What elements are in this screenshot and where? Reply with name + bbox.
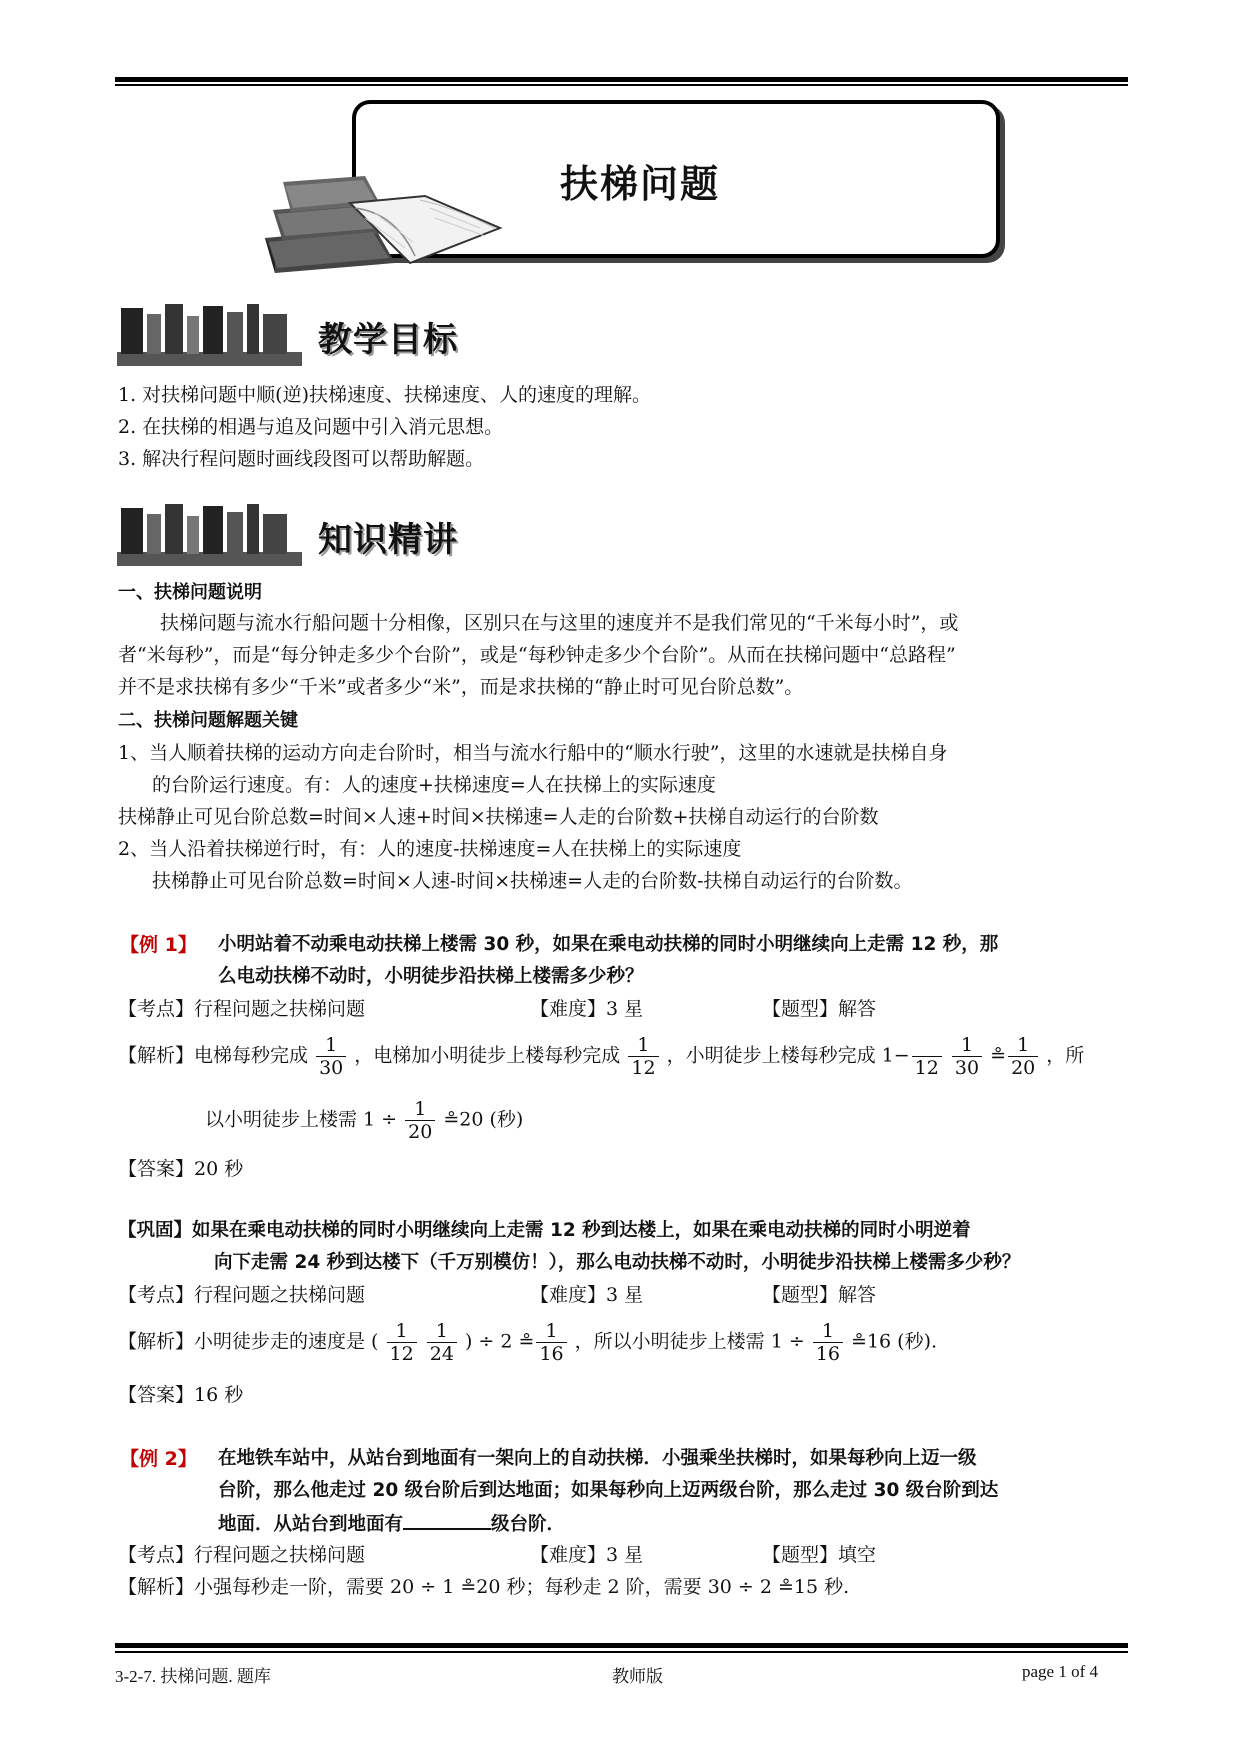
objective-3: 3. 解决行程问题时画线段图可以帮助解题。 (118, 448, 485, 470)
knowledge-heading-2: 二、扶梯问题解题关键 (118, 710, 298, 731)
fraction: $\frac{1}{16}$ (813, 1320, 843, 1365)
fraction: $\frac{1}{20}$ (405, 1098, 435, 1143)
section-title-knowledge: 知识精讲 (318, 520, 458, 560)
example-1-tag: 【例 1】 (120, 934, 197, 956)
objective-1: 1. 对扶梯问题中顺(逆)扶梯速度、扶梯速度、人的速度的理解。 (118, 384, 651, 406)
section-banner-icon (117, 300, 302, 368)
knowledge-heading-1: 一、扶梯问题说明 (118, 582, 262, 603)
header-rule (115, 77, 1128, 82)
knowledge-p2-line2: 的台阶运行速度。有：人的速度+扶梯速度=人在扶梯上的实际速度 (152, 774, 716, 796)
example-1-analysis-line1: 【解析】电梯每秒完成 $\frac{1}{30}$ ，电梯加小明徒步上楼每秒完成 $\frac{1}{12}$ ，小明徒步上楼每秒完成 1− 12 $\frac{1}{30}$ ≗ $\frac{1}{20}$ ，所 (118, 1034, 1085, 1079)
consolidation-difficulty: 【难度】3 星 (530, 1284, 644, 1306)
page-title: 扶梯问题 (560, 162, 721, 206)
example-1-type: 【题型】解答 (762, 998, 877, 1020)
footer-edition: 教师版 (612, 1667, 663, 1686)
example-1-question-line2: 么电动扶梯不动时，小明徒步沿扶梯上楼需多少秒？ (218, 966, 644, 987)
example-1-answer: 【答案】20 秒 (118, 1158, 244, 1180)
answer-blank (403, 1510, 491, 1530)
books-illustration-icon (255, 168, 515, 278)
example-1-analysis-line2: 以小明徒步上楼需 1 ÷ $\frac{1}{20}$ ≗20 (秒) (205, 1098, 524, 1143)
fraction: 12 (912, 1034, 942, 1079)
knowledge-p2-line3: 扶梯静止可见台阶总数=时间×人速+时间×扶梯速=人走的台阶数+扶梯自动运行的台阶数 (118, 806, 879, 828)
fraction: $\frac{1}{30}$ (316, 1034, 346, 1079)
example-1-question-line1: 小明站着不动乘电动扶梯上楼需 30 秒，如果在乘电动扶梯的同时小明继续向上走需 12 秒，那 (218, 934, 999, 955)
example-2-question-line1: 在地铁车站中，从站台到地面有一架向上的自动扶梯．小强乘坐扶梯时，如果每秒向上迈一级 (218, 1448, 977, 1469)
example-2-question-line3: 地面．从站台到地面有 级台阶． (218, 1510, 565, 1538)
example-2-tag: 【例 2】 (120, 1448, 197, 1470)
knowledge-p2-line4: 2、当人沿着扶梯逆行时，有：人的速度-扶梯速度=人在扶梯上的实际速度 (118, 838, 742, 860)
fraction: $\frac{1}{20}$ (1008, 1034, 1038, 1079)
consolidation-answer: 【答案】16 秒 (118, 1384, 244, 1406)
knowledge-p2-line1: 1、当人顺着扶梯的运动方向走台阶时，相当与流水行船中的“顺水行驶”，这里的水速就是扶梯自身 (118, 742, 948, 764)
knowledge-p1-line1: 扶梯问题与流水行船问题十分相像，区别只在与这里的速度并不是我们常见的“千米每小时”，或 (160, 612, 959, 634)
example-1-topic: 【考点】行程问题之扶梯问题 (118, 998, 366, 1020)
fraction: $\frac{1}{16}$ (536, 1320, 566, 1365)
fraction: $\frac{1}{12}$ (387, 1320, 417, 1365)
knowledge-p1-line2: 者“米每秒”，而是“每分钟走多少个台阶”，或是“每秒钟走多少个台阶”。从而在扶梯问题中“总路程” (118, 644, 956, 666)
example-1-difficulty: 【难度】3 星 (530, 998, 644, 1020)
footer-doc-id: 3-2-7. 扶梯问题. 题库 (115, 1667, 271, 1686)
consolidation-question-line2: 向下走需 24 秒到达楼下（千万别模仿！），那么电动扶梯不动时，小明徒步沿扶梯上楼需多少秒？ (214, 1252, 1021, 1273)
consolidation-question-line1: 【巩固】如果在乘电动扶梯的同时小明继续向上走需 12 秒到达楼上，如果在乘电动扶梯的同时小明逆着 (118, 1220, 971, 1241)
consolidation-topic: 【考点】行程问题之扶梯问题 (118, 1284, 366, 1306)
example-2-question-line2: 台阶，那么他走过 20 级台阶后到达地面；如果每秒向上迈两级台阶，那么走过 30 级台阶到达 (218, 1480, 999, 1501)
footer-rule (115, 1643, 1128, 1648)
example-2-type: 【题型】填空 (762, 1544, 877, 1566)
footer-rule-thin (115, 1651, 1128, 1653)
knowledge-p1-line3: 并不是求扶梯有多少“千米”或者多少“米”，而是求扶梯的“静止时可见台阶总数”。 (118, 676, 804, 698)
example-2-topic: 【考点】行程问题之扶梯问题 (118, 1544, 366, 1566)
footer-page-number: page 1 of 4 (1022, 1662, 1099, 1681)
fraction: $\frac{1}{24}$ (427, 1320, 457, 1365)
objective-2: 2. 在扶梯的相遇与追及问题中引入消元思想。 (118, 416, 504, 438)
example-2-difficulty: 【难度】3 星 (530, 1544, 644, 1566)
fraction: $\frac{1}{30}$ (952, 1034, 982, 1079)
section-title-objectives: 教学目标 (318, 320, 458, 360)
knowledge-p2-line5: 扶梯静止可见台阶总数=时间×人速-时间×扶梯速=人走的台阶数-扶梯自动运行的台阶数。 (152, 870, 913, 892)
fraction: $\frac{1}{12}$ (628, 1034, 658, 1079)
example-2-analysis: 【解析】小强每秒走一阶，需要 20 ÷ 1 ≗20 秒；每秒走 2 阶，需要 30 ÷ 2 ≗15 秒. (118, 1576, 850, 1598)
section-banner-icon (117, 500, 302, 568)
header-rule-thin (115, 84, 1128, 86)
consolidation-analysis: 【解析】小明徒步走的速度是 ( $\frac{1}{12}$ $\frac{1}{24}$ ) ÷ 2 ≗ $\frac{1}{16}$ ，所以小明徒步上楼需 1 ÷ $\frac{1}{16}$ ≗16 (秒). (118, 1320, 938, 1365)
consolidation-type: 【题型】解答 (762, 1284, 877, 1306)
